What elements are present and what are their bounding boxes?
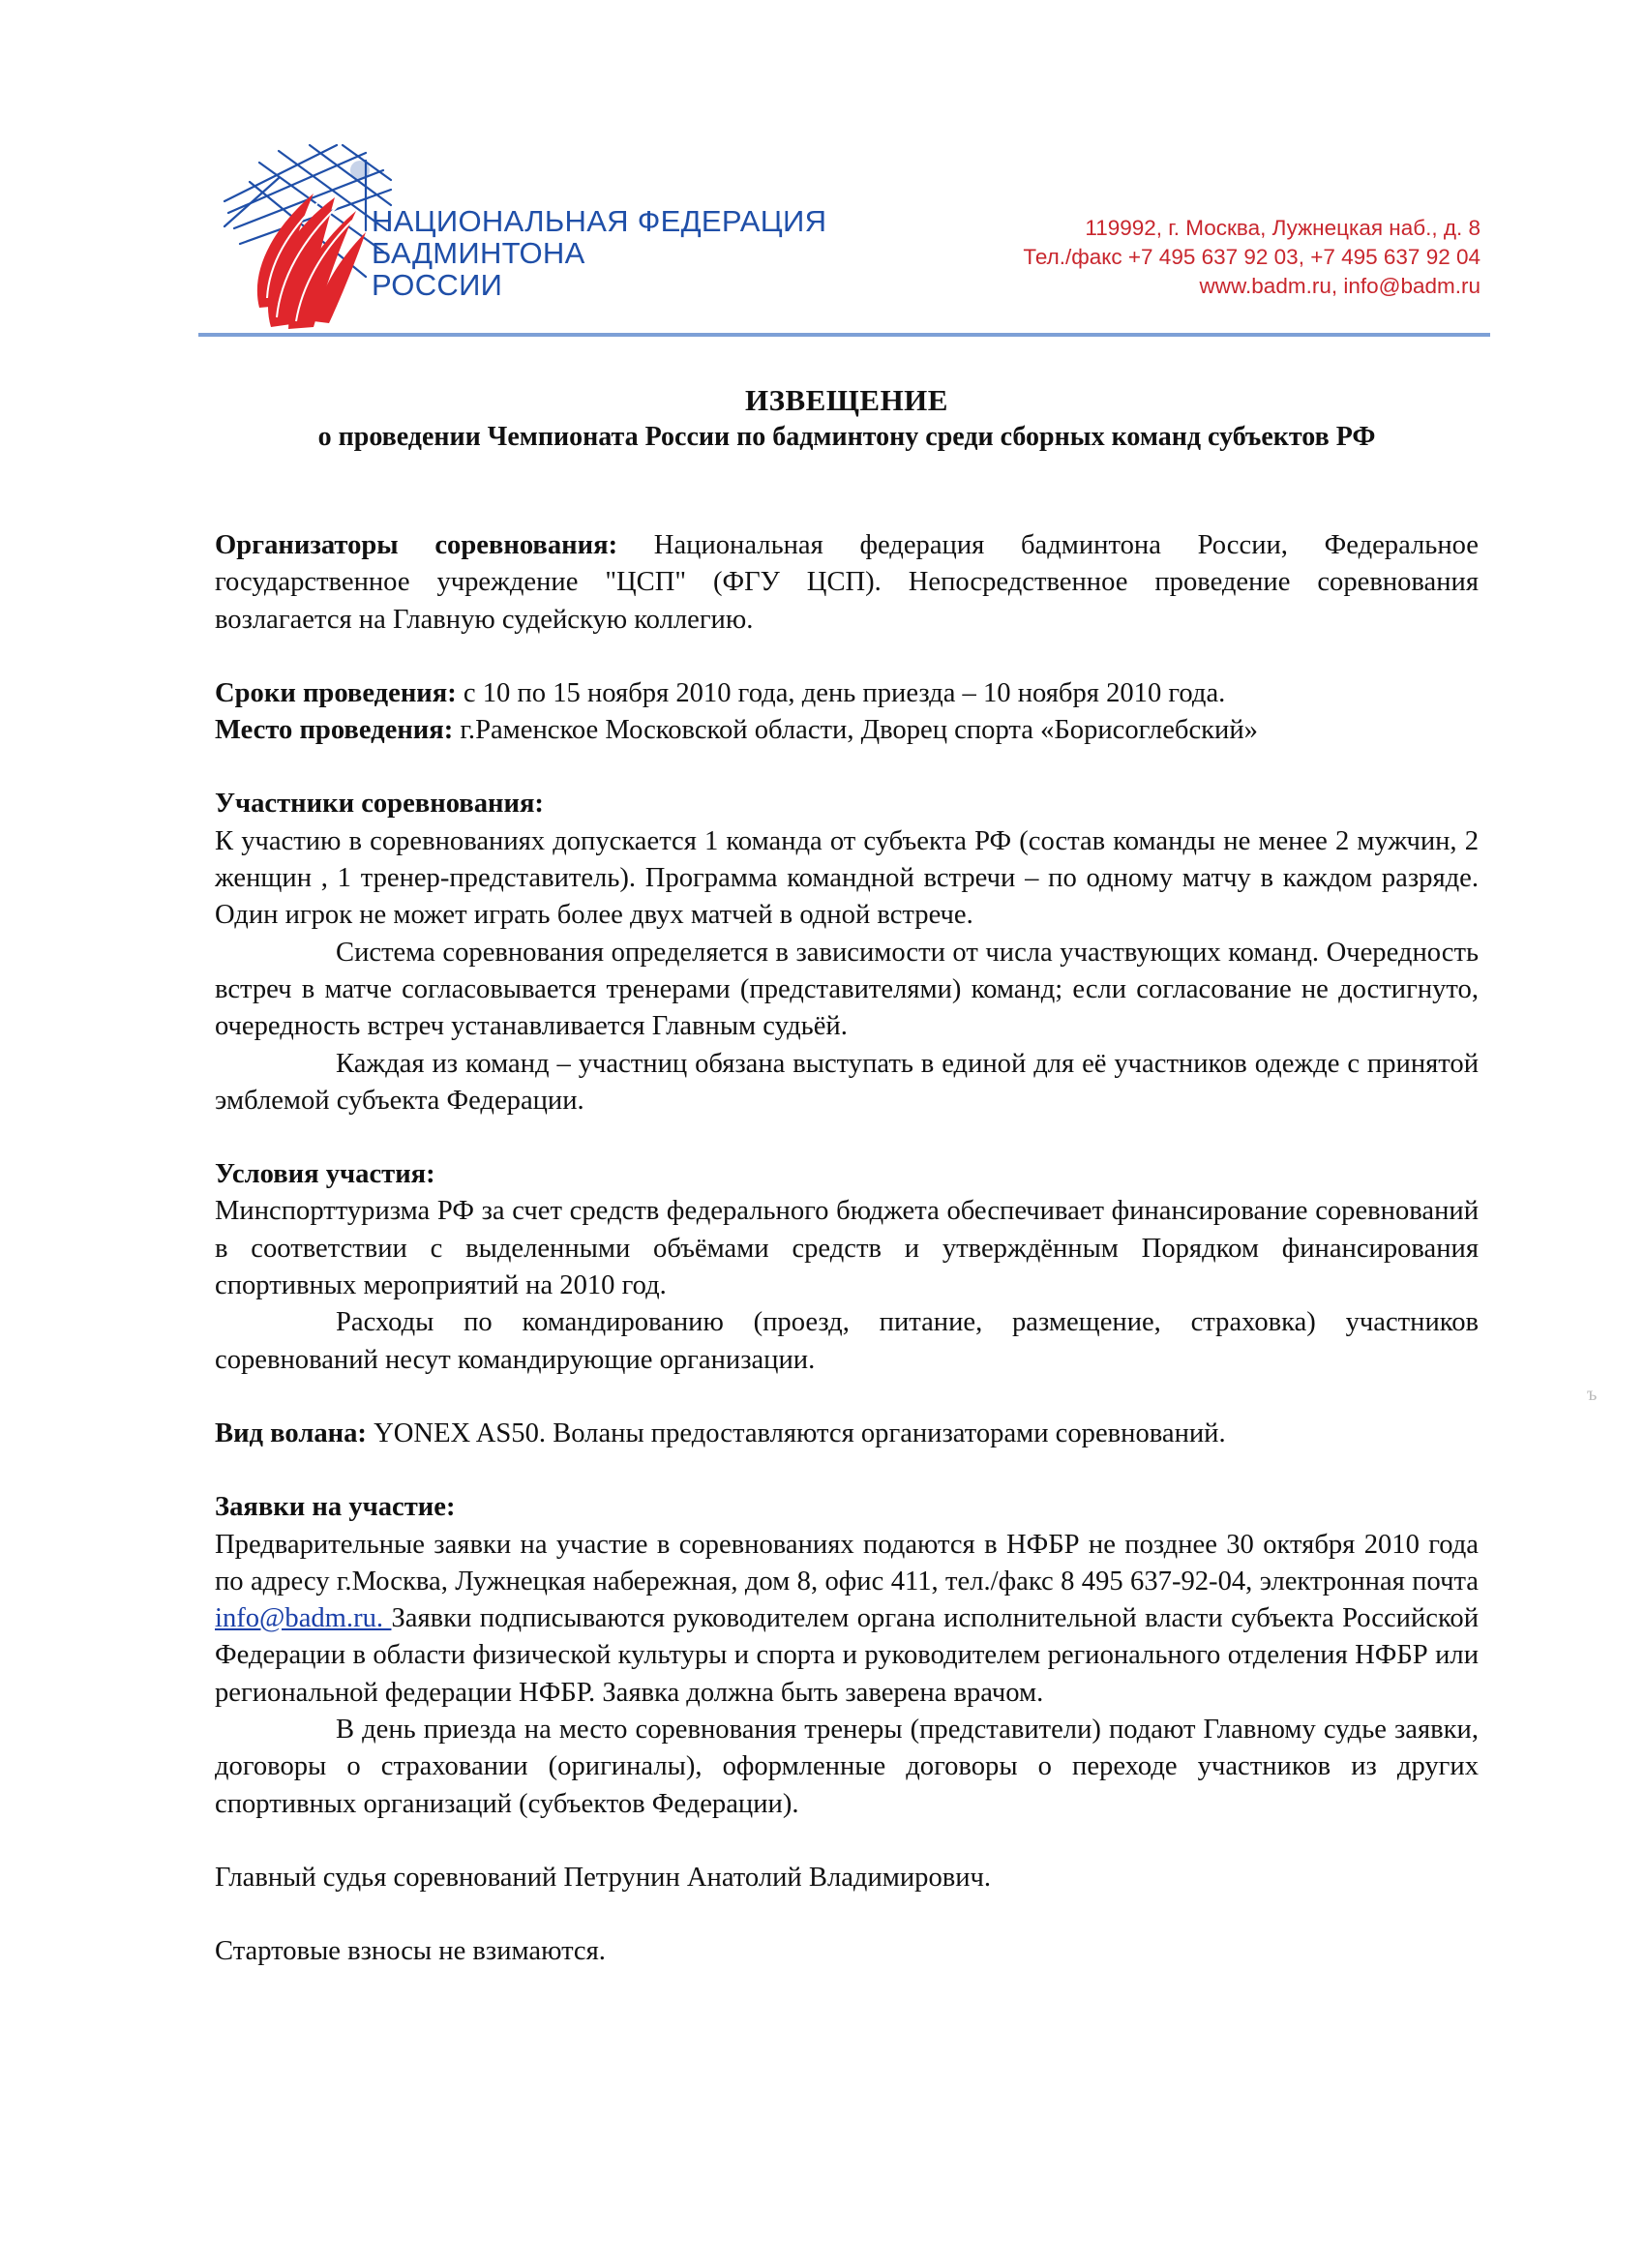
organizers-label: Организаторы соревнования: (215, 530, 618, 560)
title-subtitle: о проведении Чемпионата России по бадминтону среди сборных команд субъектов РФ (317, 422, 1376, 452)
participants-heading: Участники соревнования: (215, 789, 544, 820)
venue-label: Место проведения: (215, 715, 454, 746)
spacer (215, 1823, 1479, 1860)
postal-address: 119992, г. Москва, Лужнецкая наб., д. 8 (1085, 216, 1480, 240)
title-main: ИЗВЕЩЕНИЕ (745, 383, 948, 417)
applications-text-after: Заявки подписываются руководителем органа исполнительной власти субъекта Российской Федерации в области физической культуры и спорта и руководителем регионального отделения НФБР или региональной федерации НФБР. Заявка должна быть заверена врачом. (215, 1603, 1480, 1708)
spacer (215, 1452, 1479, 1489)
org-name-line-3: РОССИИ (372, 268, 503, 302)
spacer (215, 749, 1479, 786)
web-email: www.badm.ru, info@badm.ru (1199, 274, 1480, 298)
shuttle-text: YONEX AS50. Воланы предоставляются организаторами соревнований. (366, 1418, 1226, 1448)
shuttle-paragraph (215, 1416, 1479, 1452)
organization-name (372, 205, 826, 301)
venue-text: г.Раменское Московской области, Дворец спорта «Борисоглебский» (453, 715, 1258, 746)
spacer (215, 1379, 1479, 1416)
conditions-heading: Условия участия: (215, 1159, 435, 1190)
spacer (215, 1119, 1479, 1156)
dates-label: Сроки проведения: (215, 677, 457, 708)
participants-paragraph-2: Система соревнования определяется в зависимости от числа участвующих команд. Очередность встреч в матче согласовывается тренерами (представителями) команд; если согласование не достигнуто, очередность встреч устанавливается Главным судьёй. (215, 937, 1479, 1042)
applications-text-before: Предварительные заявки на участие в соревнованиях подаются в НФБР не позднее 30 октября 2010 года по адресу г.Москва, Лужнецкая набережная, дом 8, офис 411, тел./факс 8 495 637-92-04, электронная почта (215, 1529, 1479, 1597)
phone-fax: Тел./факс +7 495 637 92 03, +7 495 637 92 04 (1023, 245, 1480, 269)
participants-paragraph-3: Каждая из команд – участниц обязана выступать в единой для её участников одежде с принятой эмблемой субъекта Федерации. (215, 1048, 1479, 1116)
dates-paragraph (215, 675, 1479, 712)
conditions-paragraph-1: Минспорттуризма РФ за счет средств федерального бюджета обеспечивает финансирование соревнований в соответствии с выделенными объёмами средств и утверждённым Порядком финансирования спортивных мероприятий на 2010 год. (215, 1196, 1479, 1301)
entry-fees-line: Стартовые взносы не взимаются. (215, 1936, 606, 1967)
applications-paragraph-2: В день приезда на место соревнования тренеры (представители) подают Главному судье заявки, договоры о страховании (оригиналы), оформленные договоры о переходе участников из других спортивных организаций (субъектов Федерации). (215, 1715, 1479, 1819)
org-name-line-2: БАДМИНТОНА (372, 236, 585, 270)
participants-paragraph-1: К участию в соревнованиях допускается 1 команда от субъекта РФ (состав команды не менее 2 мужчин, 2 женщин , 1 тренер-представитель). Программа командной встречи – по одному матчу в каждом разряде. Один игрок не может играть более двух матчей в одной встрече. (215, 825, 1479, 931)
scan-speck: ъ (1587, 1384, 1598, 1405)
applications-paragraph-1 (215, 1527, 1479, 1712)
applications-heading: Заявки на участие: (215, 1492, 456, 1523)
chief-judge-line: Главный судья соревнований Петрунин Анатолий Владимирович. (215, 1862, 992, 1893)
document-body (215, 527, 1479, 1971)
org-name-line-1: НАЦИОНАЛЬНАЯ ФЕДЕРАЦИЯ (372, 204, 827, 238)
conditions-paragraph-2: Расходы по командированию (проезд, питание, размещение, страховка) участников соревнований несут командирующие организации. (215, 1307, 1479, 1375)
spacer (215, 1896, 1479, 1933)
spacer (215, 639, 1479, 675)
dates-text: с 10 по 15 ноября 2010 года, день приезда – 10 ноября 2010 года. (456, 677, 1226, 708)
header-divider (198, 333, 1490, 337)
venue-paragraph (215, 712, 1479, 749)
email-link[interactable]: info@badm.ru. (215, 1603, 392, 1634)
shuttle-label: Вид волана: (215, 1418, 367, 1448)
organizers-text: Национальная федерация бадминтона России, Федеральное государственное учреждение "ЦСП" (ФГУ ЦСП). Непосредственное проведение соревнования возлагается на Главную судейскую коллегию. (215, 530, 1479, 635)
contact-block (1023, 214, 1480, 301)
document-title (194, 382, 1500, 455)
organizers-paragraph (215, 527, 1479, 639)
